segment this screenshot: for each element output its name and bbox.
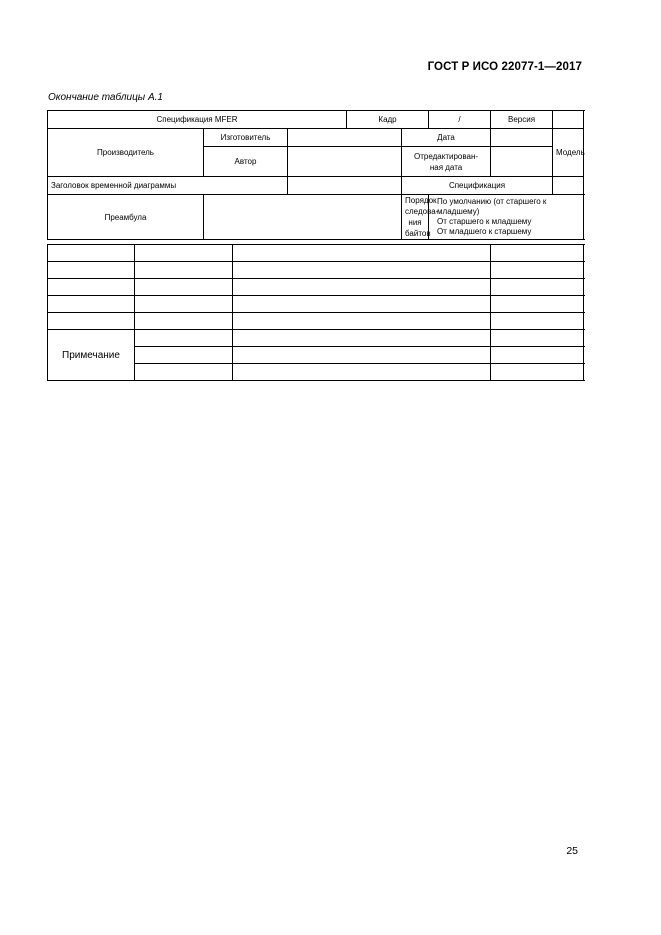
waveform-title-value-cell[interactable] [288, 177, 402, 195]
table-cell[interactable] [233, 347, 491, 364]
table-cell[interactable] [48, 296, 135, 313]
table-cell[interactable] [491, 330, 584, 347]
table-cell[interactable] [233, 364, 491, 381]
table-cell[interactable] [48, 262, 135, 279]
byte-order-options: По умолчанию (от старшего к младшему) От старшего к младшему От младшего к старшему [429, 195, 584, 240]
specification-value-cell[interactable] [553, 177, 584, 195]
preamble-value-cell[interactable] [204, 195, 402, 240]
date-value-cell[interactable] [491, 129, 553, 147]
preamble-label: Преамбула [48, 195, 204, 240]
table-cell[interactable] [233, 245, 491, 262]
table-cell[interactable] [48, 313, 135, 330]
table-cell[interactable] [135, 262, 233, 279]
table-cell[interactable] [491, 364, 584, 381]
maker-value-cell[interactable] [288, 129, 402, 147]
table-cell[interactable] [48, 279, 135, 296]
document-standard-header: ГОСТ Р ИСО 22077-1—2017 [427, 61, 582, 73]
table-cell[interactable] [233, 313, 491, 330]
table-cell[interactable] [233, 296, 491, 313]
table-row [48, 296, 584, 313]
table-cell[interactable] [135, 245, 233, 262]
table-cell[interactable] [135, 347, 233, 364]
table-row [48, 129, 584, 147]
table-row [48, 313, 584, 330]
table-cell[interactable] [233, 279, 491, 296]
author-value-cell[interactable] [288, 147, 402, 177]
table-row [48, 111, 584, 129]
manufacturer-group-label: Производитель [48, 129, 204, 177]
table-row [48, 262, 584, 279]
table-cell[interactable] [135, 296, 233, 313]
version-label: Версия [491, 111, 553, 129]
date-label: Дата [402, 129, 491, 147]
table-cell[interactable] [491, 279, 584, 296]
table-row [48, 177, 584, 195]
edited-date-value-cell[interactable] [491, 147, 553, 177]
version-value-cell[interactable] [553, 111, 584, 129]
slash-label: / [429, 111, 491, 129]
edited-date-label: Отредактирован- ная дата [402, 147, 491, 177]
note-label: Примечание [48, 330, 135, 381]
table-row [48, 279, 584, 296]
table-cell[interactable] [491, 245, 584, 262]
table-cell[interactable] [491, 347, 584, 364]
model-label: Модель [553, 129, 584, 177]
page-number: 25 [566, 845, 578, 857]
table-cell[interactable] [233, 262, 491, 279]
mfer-spec-label: Спецификация MFER [48, 111, 347, 129]
table-row [48, 195, 584, 240]
table-cell[interactable] [48, 245, 135, 262]
table-cell[interactable] [491, 296, 584, 313]
table-row [48, 330, 584, 347]
author-label: Автор [204, 147, 288, 177]
frame-label: Кадр [347, 111, 429, 129]
table-cell[interactable] [491, 262, 584, 279]
table-caption: Окончание таблицы А.1 [48, 92, 163, 103]
table-cell[interactable] [135, 364, 233, 381]
table-cell[interactable] [233, 330, 491, 347]
mfer-form-table [47, 110, 584, 381]
table-cell[interactable] [135, 279, 233, 296]
waveform-title-label: Заголовок временной диаграммы [48, 177, 288, 195]
table-row [48, 245, 584, 262]
table-cell[interactable] [491, 313, 584, 330]
table-cell[interactable] [135, 313, 233, 330]
specification-label: Спецификация [402, 177, 553, 195]
maker-label: Изготовитель [204, 129, 288, 147]
table-cell[interactable] [135, 330, 233, 347]
byte-order-label: Порядок следова- ния байтов [402, 195, 429, 240]
